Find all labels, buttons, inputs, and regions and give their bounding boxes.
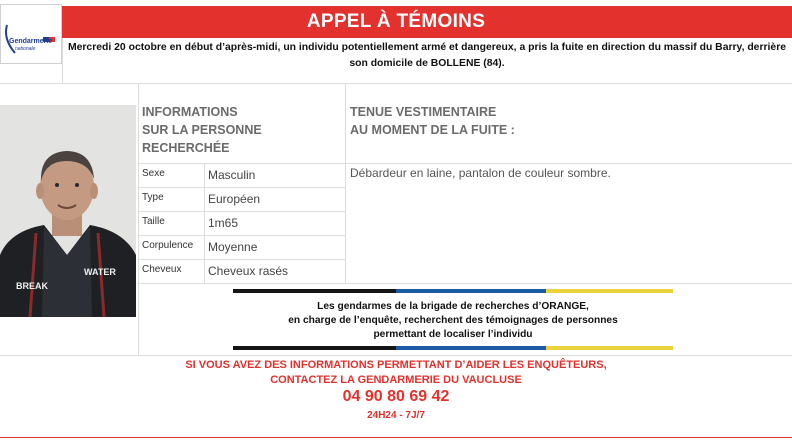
clothing-title-line: TENUE VESTIMENTAIRE: [350, 105, 497, 119]
suspect-photo: [0, 105, 136, 317]
divider: [138, 163, 792, 164]
info-value-hair: Cheveux rasés: [208, 264, 289, 278]
info-title-line: RECHERCHÉE: [142, 141, 230, 155]
flag-bar-top: [233, 289, 673, 293]
divider: [138, 211, 345, 212]
divider: [62, 38, 63, 84]
divider: [345, 84, 346, 284]
divider: [138, 187, 345, 188]
bottom-rule: [0, 437, 792, 438]
info-section-title: [142, 103, 342, 157]
gendarmerie-logo: [0, 4, 62, 64]
info-title-line: INFORMATIONS: [142, 105, 238, 119]
divider: [0, 83, 792, 84]
logo-text-line2: nationale: [15, 46, 36, 52]
info-label-height: Taille: [142, 216, 165, 227]
info-label-type: Type: [142, 192, 164, 203]
divider: [0, 355, 792, 356]
intro-paragraph: Mercredi 20 octobre en début d’après-midi, un individu potentiellement armé et dangereux, a pris la fuite en direction du massif du Barry, derrière son domicile de BOLLENE (84).: [67, 42, 787, 69]
contact-phone-number[interactable]: 04 90 80 69 42: [342, 388, 450, 405]
divider: [138, 259, 345, 260]
brigade-message: [233, 300, 673, 342]
contact-line: CONTACTEZ LA GENDARMERIE DU VAUCLUSE: [270, 374, 522, 386]
shirt-print-text: BREAK: [16, 281, 49, 291]
brigade-line: en charge de l’enquête, recherchent des témoignages de personnes: [288, 315, 618, 326]
clothing-description: Débardeur en laine, pantalon de couleur sombre.: [350, 166, 611, 180]
info-value-type: Européen: [208, 192, 261, 206]
info-value-height: 1m65: [208, 216, 239, 230]
info-label-build: Corpulence: [142, 240, 194, 251]
shirt-print-text: WATER: [84, 267, 116, 277]
contact-line: SI VOUS AVEZ DES INFORMATIONS PERMETTANT D’AIDER LES ENQUÊTEURS,: [185, 359, 607, 371]
clothing-title-line: AU MOMENT DE LA FUITE :: [350, 123, 515, 137]
clothing-section-title: [350, 103, 650, 139]
divider: [204, 164, 205, 283]
brigade-line: permettant de localiser l’individu: [373, 329, 533, 340]
contact-hours: 24H24 - 7J/7: [367, 410, 425, 421]
contact-call-to-action: [60, 358, 732, 388]
flag-bar-bottom: [233, 346, 673, 350]
divider: [138, 84, 139, 356]
logo-text-line1: Gendarmerie: [9, 38, 53, 45]
page-title: APPEL À TÉMOINS: [306, 11, 486, 32]
divider: [138, 283, 792, 284]
brigade-line: Les gendarmes de la brigade de recherches d’ORANGE,: [317, 301, 589, 312]
info-title-line: SUR LA PERSONNE: [142, 123, 262, 137]
divider: [138, 235, 345, 236]
info-label-sex: Sexe: [142, 168, 165, 179]
logo-emblem-icon: [1, 5, 61, 63]
info-value-sex: Masculin: [208, 168, 256, 182]
info-value-build: Moyenne: [208, 240, 258, 254]
info-label-hair: Cheveux: [142, 264, 182, 275]
